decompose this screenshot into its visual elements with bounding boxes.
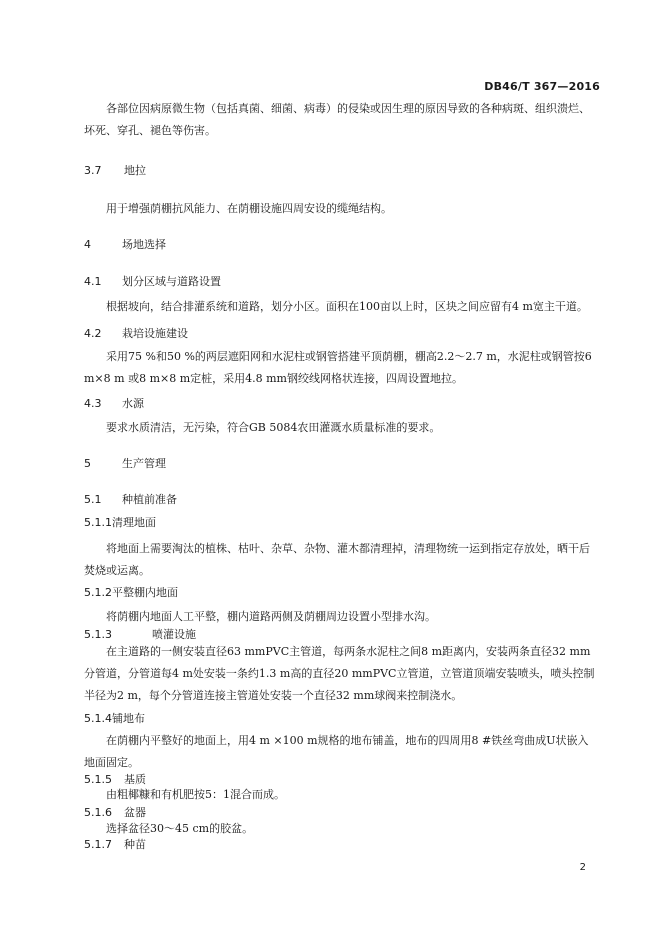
heading-title: 场地选择 [122, 238, 166, 251]
heading-title: 生产管理 [122, 457, 166, 470]
document-code: DB46/T 367—2016 [484, 80, 600, 93]
heading-5-1-2 [84, 584, 178, 602]
heading-title: 喷灌设施 [152, 628, 196, 641]
heading-number: 4.3 [84, 397, 102, 410]
heading-4-1 [84, 273, 221, 291]
paragraph-5-1-3: 在主道路的一侧安装直径63 mmPVC主管道，每两条水泥柱之间8 m距离内，安装两条直径32 mm分管道，分管道每4 m处安装一条约1.3 m高的直径20 mmPVC立管道，立管道顶端安装喷头，喷头控制半径为2 m，每个分管道连接主管道处安装一个直径32 mm球阀来控制浇水。 [84, 645, 595, 702]
heading-title: 基质 [124, 773, 146, 786]
heading-title: 水源 [122, 397, 144, 410]
heading-number: 5.1.5 [84, 773, 112, 786]
heading-4-2 [84, 325, 188, 343]
heading-title: 种植前准备 [122, 493, 177, 506]
heading-number: 3.7 [84, 164, 102, 177]
heading-number: 4 [84, 238, 91, 251]
paragraph-4-1: 根据坡向，结合排灌系统和道路，划分小区。面积在100亩以上时，区块之间应留有4 m宽主干道。 [106, 300, 588, 313]
paragraph-5-1-4: 在荫棚内平整好的地面上，用4 m ×100 m规格的地布铺盖，地布的四周用8 #铁丝弯曲成U状嵌入地面固定。 [84, 734, 589, 769]
heading-4 [84, 236, 166, 254]
heading-number: 5.1.3 [84, 628, 112, 641]
heading-3-7 [84, 162, 146, 180]
heading-title: 清理地面 [112, 516, 156, 529]
paragraph-4-2: 采用75 %和50 %的两层遮阳网和水泥柱或钢管搭建平顶荫棚，棚高2.2～2.7 m，水泥柱或钢管按6 m×8 m 或8 m×8 m定桩，采用4.8 mm钢绞线网格状连接，四周设置地拉。 [84, 350, 592, 385]
heading-5 [84, 455, 166, 473]
heading-number: 4.1 [84, 275, 102, 288]
paragraph-3-6: 各部位因病原微生物（包括真菌、细菌、病毒）的侵染或因生理的原因导致的各种病斑、组织溃烂、坏死、穿孔、褪色等伤害。 [84, 102, 590, 137]
heading-5-1-1 [84, 514, 156, 532]
heading-title: 种苗 [124, 838, 146, 851]
heading-title: 地拉 [124, 164, 146, 177]
heading-5-1 [84, 491, 177, 509]
heading-5-1-7 [84, 836, 146, 854]
heading-number: 5.1.1 [84, 516, 112, 529]
heading-title: 平整棚内地面 [112, 586, 178, 599]
heading-number: 5.1 [84, 493, 102, 506]
heading-title: 盆器 [124, 806, 146, 819]
heading-number: 5 [84, 457, 91, 470]
heading-number: 5.1.4 [84, 712, 112, 725]
paragraph-5-1-1: 将地面上需要淘汰的植株、枯叶、杂草、杂物、灌木都清理掉，清理物统一运到指定存放处，晒干后焚烧或运离。 [84, 542, 590, 577]
page-number: 2 [579, 862, 586, 873]
heading-number: 4.2 [84, 327, 102, 340]
paragraph-5-1-2: 将荫棚内地面人工平整，棚内道路两侧及荫棚周边设置小型排水沟。 [106, 610, 436, 623]
paragraph-3-7: 用于增强荫棚抗风能力、在荫棚设施四周安设的缆绳结构。 [106, 202, 392, 215]
heading-title: 划分区域与道路设置 [122, 275, 221, 288]
heading-number: 5.1.6 [84, 806, 112, 819]
heading-title: 铺地布 [112, 712, 145, 725]
heading-number: 5.1.2 [84, 586, 112, 599]
paragraph-5-1-5: 由粗椰糠和有机肥按5：1混合而成。 [106, 788, 285, 801]
heading-4-3 [84, 395, 144, 413]
heading-title: 栽培设施建设 [122, 327, 188, 340]
heading-5-1-4 [84, 710, 145, 728]
heading-number: 5.1.7 [84, 838, 112, 851]
paragraph-5-1-6: 选择盆径30～45 cm的胶盆。 [106, 822, 254, 835]
paragraph-4-3: 要求水质清洁，无污染，符合GB 5084农田灌溉水质量标准的要求。 [106, 421, 441, 434]
